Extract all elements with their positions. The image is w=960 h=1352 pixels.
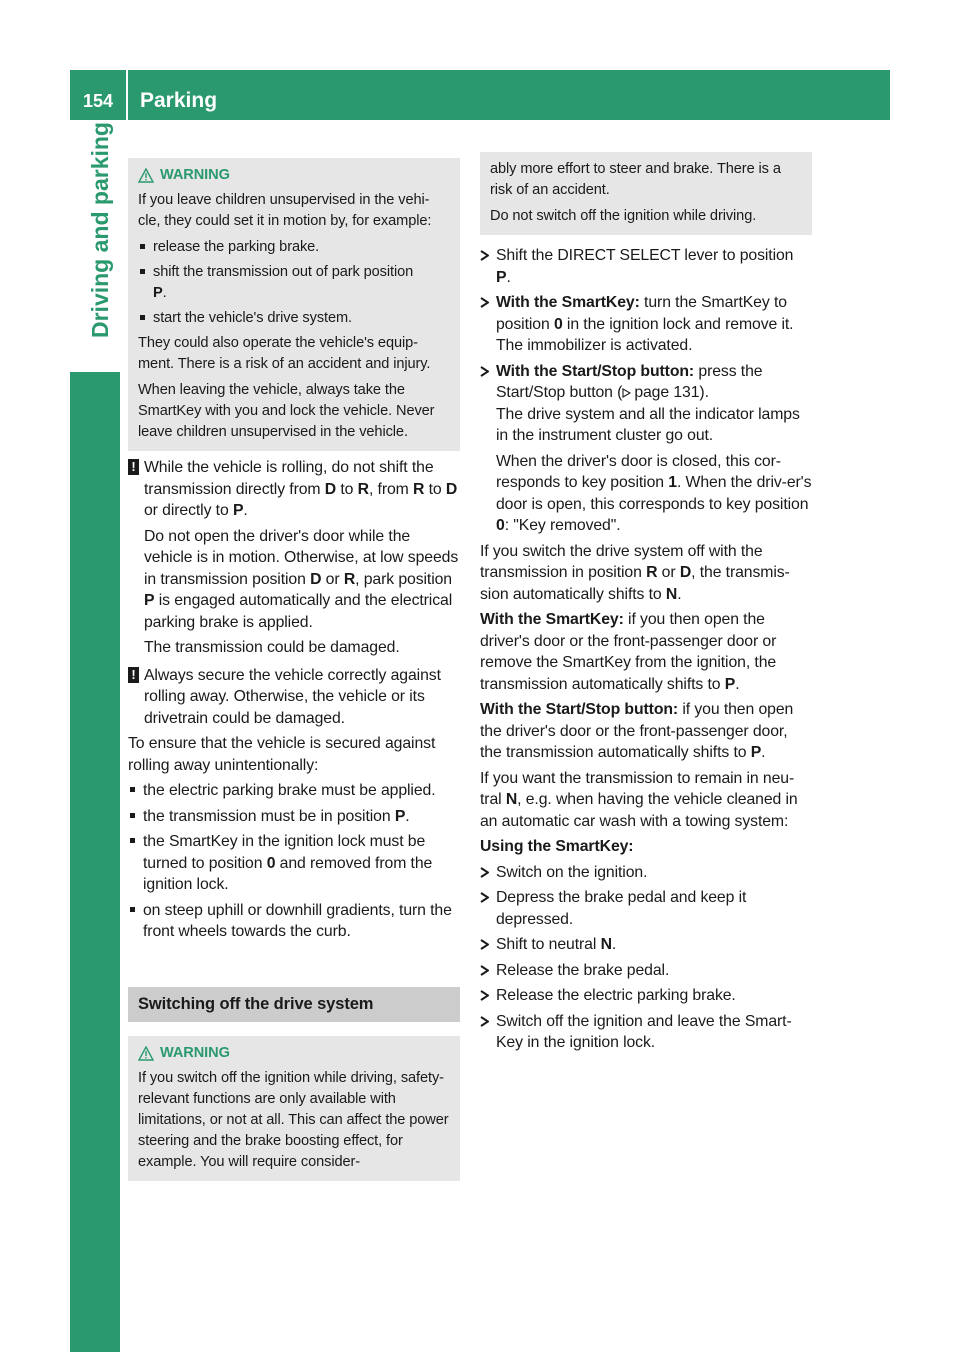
action-step: Shift the DIRECT SELECT lever to position P. <box>480 245 812 288</box>
note-shift: ! While the vehicle is rolling, do not shift the transmission directly from D to R, from R to D or directly to P. Do not open the driver's door while the vehicle is in motion. Otherwise, at low speeds in transmission position D or R, park position P is engaged automatically and the electrical parking brake is applied. The transmission could be damaged. <box>128 457 460 659</box>
list-item: the transmission must be in position P. <box>128 806 460 828</box>
arrow-right-icon <box>480 366 489 377</box>
arrow-right-icon <box>480 939 489 950</box>
arrow-right-icon <box>480 1016 489 1027</box>
page-number: 154 <box>82 91 114 111</box>
list-item: the SmartKey in the ignition lock must be turned to position 0 and removed from the ignition lock. <box>128 831 460 896</box>
warning-text: Do not switch off the ignition while driving. <box>490 208 757 224</box>
left-column <box>128 158 460 1181</box>
action-step: With the Start/Stop button: press the Start/Stop button ( page 131). The drive system and all the indicator lamps in the instrument cluster go out. When the driver's door is closed, this cor-responds to key position 1. When the driv-er's door is open, this corresponds to key position 0: "Key removed". <box>480 361 812 537</box>
paragraph: With the SmartKey: if you then open the driver's door or the front-passenger door or remove the SmartKey from the ignition, the transmission automatically shifts to P. <box>480 611 777 693</box>
exclamation-icon: ! <box>128 459 139 475</box>
ensure-intro: To ensure that the vehicle is secured against rolling away unintentionally: <box>128 735 436 774</box>
note-secure: ! Always secure the vehicle correctly against rolling away. Otherwise, the vehicle or its drivetrain could be damaged. <box>128 665 460 730</box>
right-column <box>480 152 812 1058</box>
list-item: release the parking brake. <box>138 237 450 258</box>
action-step: With the SmartKey: turn the SmartKey to position 0 in the ignition lock and remove it. The immobilizer is activated. <box>480 292 812 357</box>
paragraph: If you want the transmission to remain in neu-tral N, e.g. when having the vehicle cleaned in an automatic car wash with a towing system: <box>480 769 798 830</box>
action-step: Release the electric parking brake. <box>480 985 812 1007</box>
arrow-right-icon <box>480 990 489 1001</box>
warning-box-children <box>128 158 460 451</box>
arrow-right-icon <box>480 867 489 878</box>
action-step: Release the brake pedal. <box>480 960 812 982</box>
page-title: Parking <box>140 89 218 112</box>
subheading: Using the SmartKey: <box>480 838 634 855</box>
warning-paragraph: They could also operate the vehicle's equip-ment. There is a risk of an accident and injury. <box>138 335 431 372</box>
warning-paragraph: When leaving the vehicle, always take the SmartKey with you and lock the vehicle. Never leave children unsupervised in the vehicle. <box>138 382 435 440</box>
warning-header <box>138 165 450 186</box>
list-item: the electric parking brake must be applied. <box>128 780 460 802</box>
list-item: start the vehicle's drive system. <box>138 308 450 329</box>
warning-label: WARNING <box>160 167 230 183</box>
action-step: Switch on the ignition. <box>480 862 812 884</box>
warning-triangle-icon <box>138 1046 154 1061</box>
warning-text: ably more effort to steer and brake. There is a risk of an accident. <box>490 161 781 198</box>
warning-box-continued <box>480 152 812 235</box>
paragraph: If you switch the drive system off with the transmission in position R or D, the transmis-sion automatically shifts to N. <box>480 542 790 603</box>
action-step: Depress the brake pedal and keep it depressed. <box>480 887 812 930</box>
list-item: shift the transmission out of park position P. <box>138 262 450 304</box>
warning-triangle-icon <box>138 168 154 183</box>
action-step: Switch off the ignition and leave the Smart-Key in the ignition lock. <box>480 1011 812 1054</box>
page-reference-link[interactable]: page 131 <box>634 384 700 401</box>
paragraph: With the Start/Stop button: if you then open the driver's door or the front-passenger door, the transmission automatically shifts to P. <box>480 701 794 761</box>
side-chapter-tab <box>70 372 120 1352</box>
arrow-right-icon <box>480 965 489 976</box>
header-divider <box>126 70 128 120</box>
warning-text: If you switch off the ignition while driving, safety-relevant functions are only available with limitations, or not at all. This can affect the power steering and the brake boosting effect, for example. You will require consider- <box>138 1070 449 1170</box>
warning-header <box>138 1043 450 1064</box>
side-chapter-label: Driving and parking <box>87 122 113 338</box>
section-heading: Switching off the drive system <box>128 987 460 1023</box>
page-reference-icon <box>622 388 631 398</box>
warning-label: WARNING <box>160 1045 230 1061</box>
action-step: Shift to neutral N. <box>480 934 812 956</box>
list-item: on steep uphill or downhill gradients, turn the front wheels towards the curb. <box>128 900 460 943</box>
warning-intro: If you leave children unsupervised in the vehi-cle, they could set it in motion by, for example: <box>138 192 432 229</box>
arrow-right-icon <box>480 892 489 903</box>
arrow-right-icon <box>480 297 489 308</box>
warning-box-ignition <box>128 1036 460 1181</box>
exclamation-icon: ! <box>128 667 139 683</box>
arrow-right-icon <box>480 250 489 261</box>
